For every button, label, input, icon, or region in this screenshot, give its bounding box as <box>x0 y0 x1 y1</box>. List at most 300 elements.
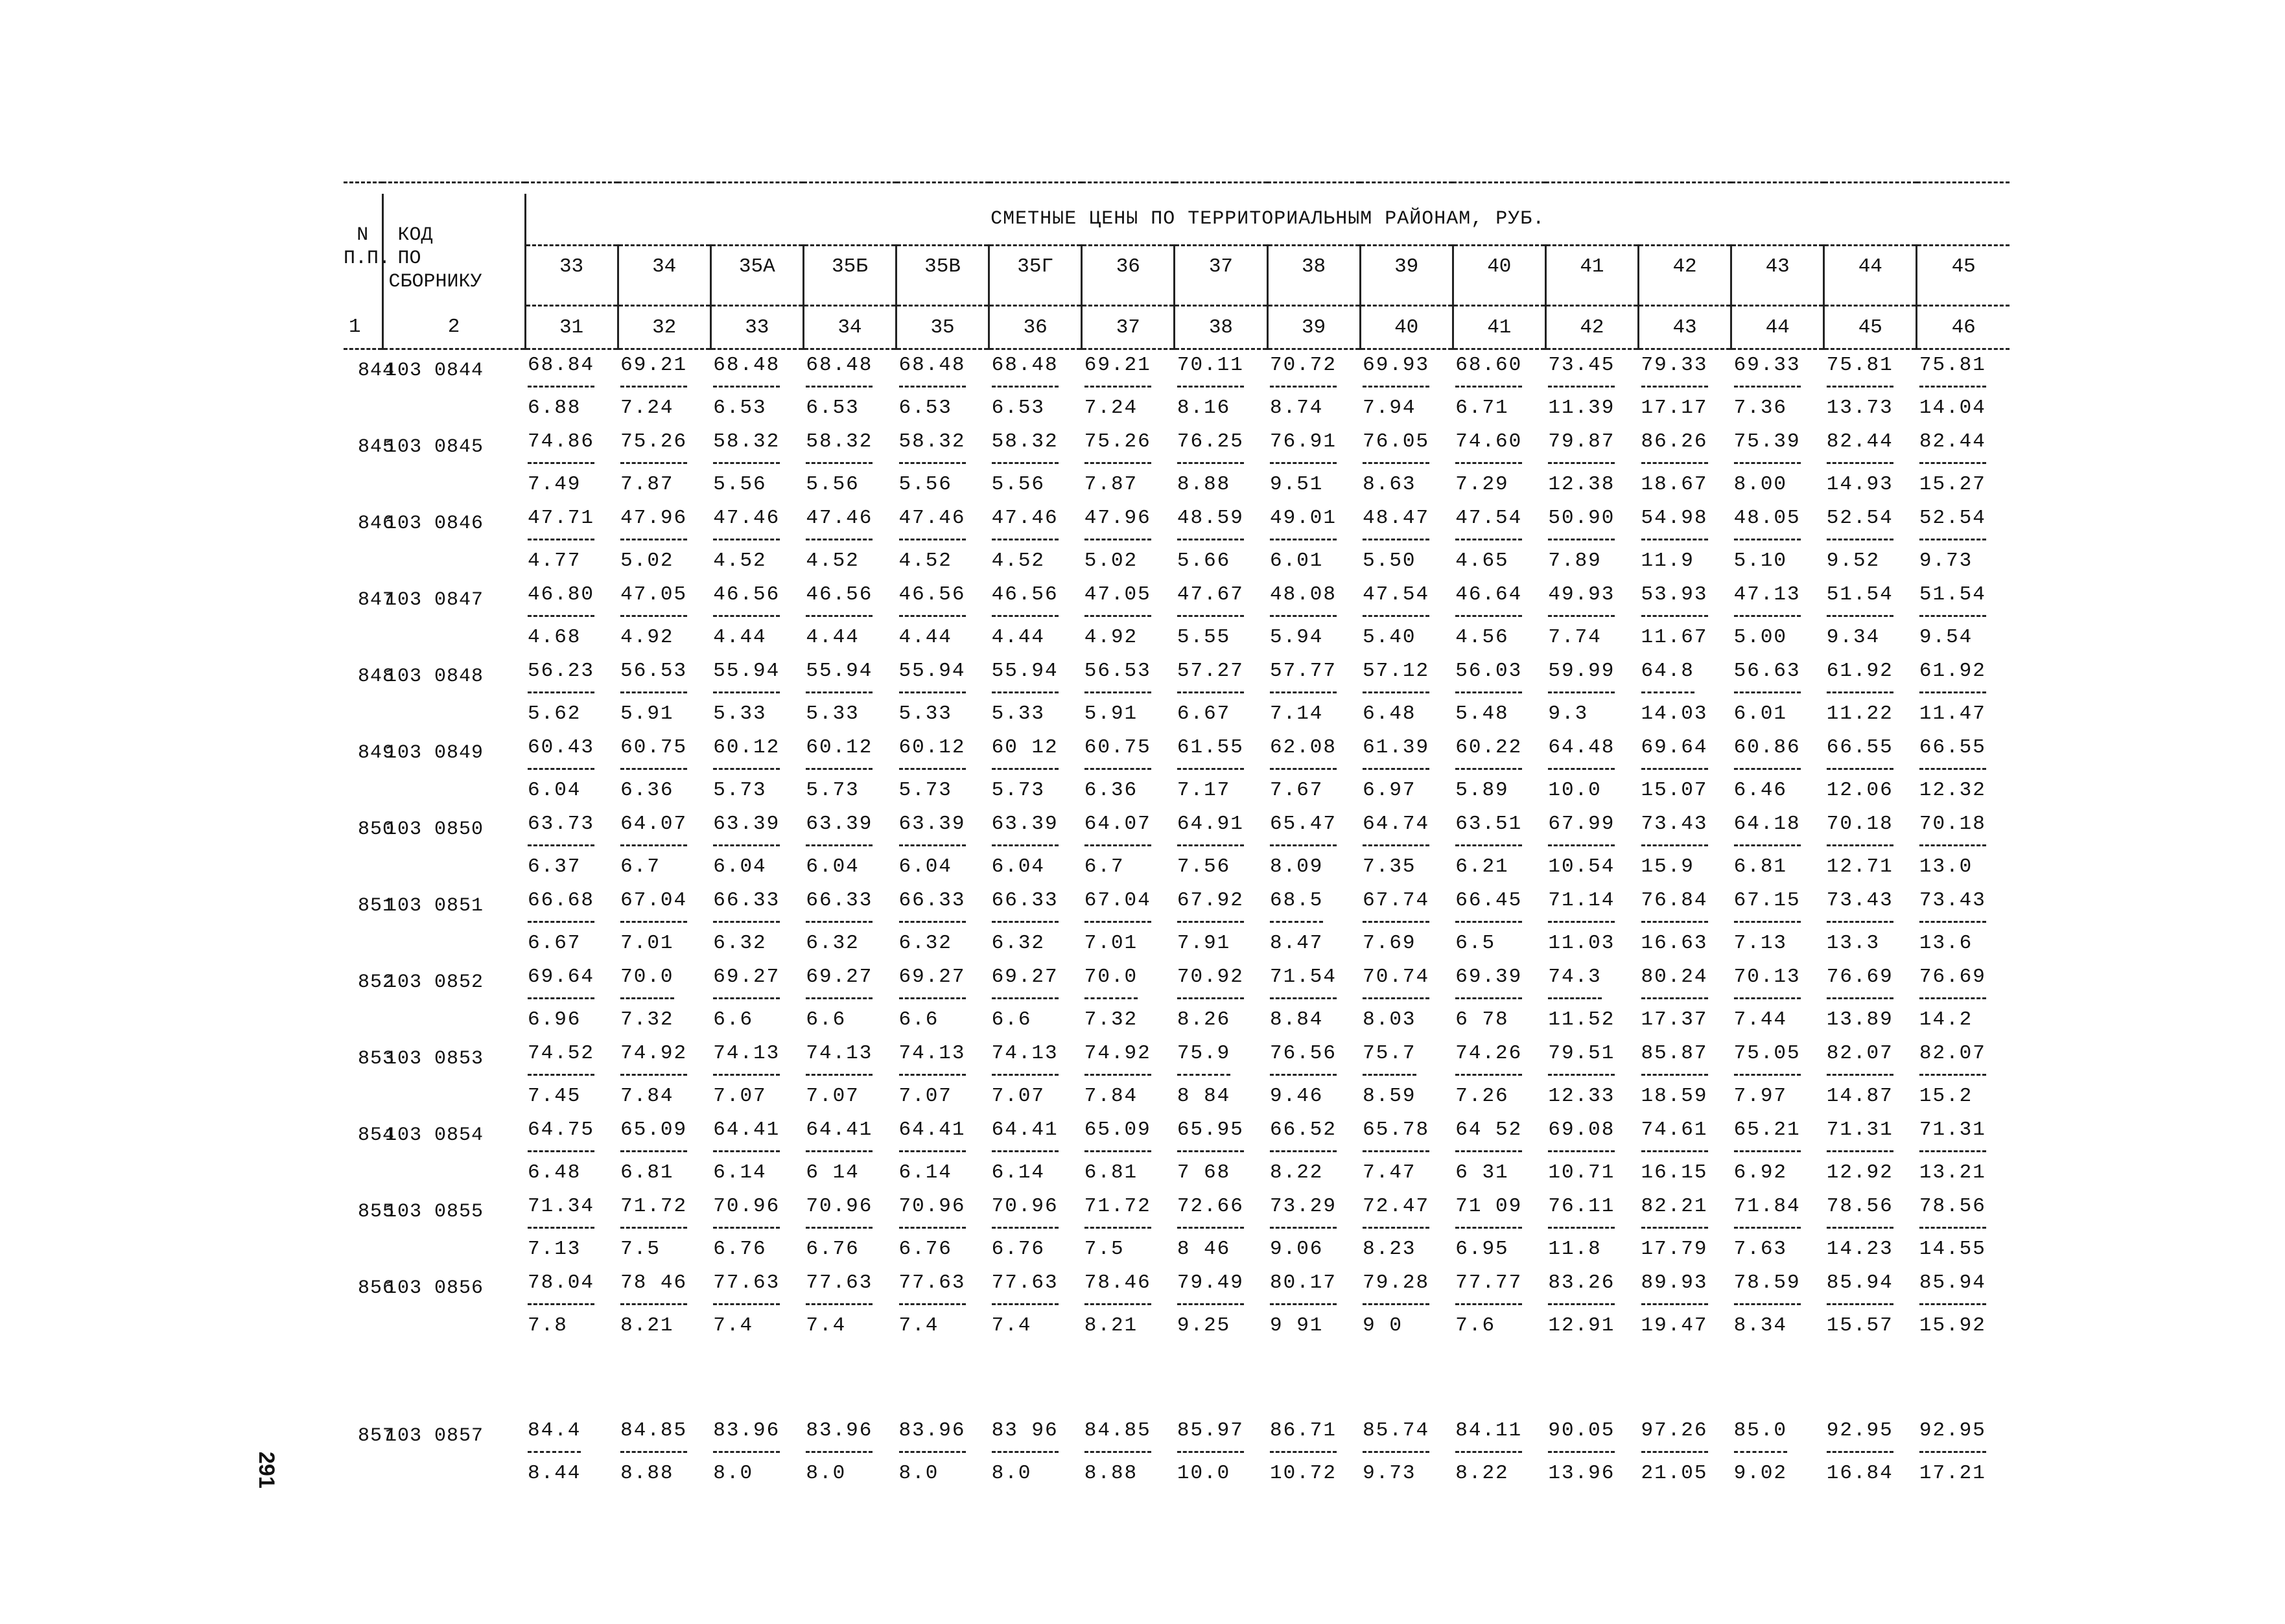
region-header: 35В <box>896 246 989 306</box>
price-cell <box>803 1268 896 1306</box>
wage-cell: 8.0 <box>991 1461 1032 1485</box>
price-cell <box>1545 1191 1638 1230</box>
wage-cell: 8.0 <box>713 1461 754 1485</box>
wage-cell: 9.73 <box>1363 1461 1416 1485</box>
wage-cell: 6.14 <box>898 1161 952 1184</box>
wage-cell: 4.52 <box>713 549 767 572</box>
estimated-price: 92.95 <box>1919 1419 1986 1453</box>
price-cell <box>896 1115 989 1154</box>
price-cell <box>1639 656 1731 695</box>
estimated-price: 82.07 <box>1919 1042 1986 1076</box>
region-header: 33 <box>525 246 618 306</box>
wage-cell: 7.63 <box>1733 1237 1788 1260</box>
price-cell <box>1917 426 2010 465</box>
estimated-price: 47.13 <box>1734 583 1801 617</box>
estimated-price: 75.26 <box>1084 430 1151 464</box>
region-header: 38 <box>1267 246 1360 306</box>
price-cell <box>1082 426 1175 465</box>
estimated-price: 64.91 <box>1177 813 1244 846</box>
estimated-price: 84.85 <box>620 1419 687 1453</box>
price-cell <box>1360 349 1453 389</box>
wage-cell: 21.05 <box>1641 1461 1708 1485</box>
price-cell <box>1639 579 1731 618</box>
wage-cell: 9.54 <box>1919 625 1973 649</box>
row-number: 844 <box>358 360 395 382</box>
header-code-label-3: СБОРНИКУ <box>388 271 482 293</box>
estimated-price: 66.33 <box>713 889 780 923</box>
price-cell <box>803 579 896 618</box>
wage-cell: 7.32 <box>620 1008 674 1031</box>
price-cell <box>525 656 618 695</box>
price-cell <box>1267 656 1360 695</box>
estimated-price: 92.95 <box>1827 1419 1893 1453</box>
price-cell <box>1453 809 1545 848</box>
price-cell <box>1917 885 2010 924</box>
price-cell <box>1639 885 1731 924</box>
wage-cell: 9.02 <box>1733 1461 1788 1485</box>
header-num-label-2: П.П. <box>344 248 391 270</box>
wage-cell: 14.03 <box>1641 702 1708 725</box>
estimated-price: 57.27 <box>1177 660 1244 693</box>
wage-cell: 8.0 <box>806 1461 847 1485</box>
estimated-price: 66.52 <box>1270 1119 1337 1152</box>
wage-cell: 5.33 <box>898 702 952 725</box>
estimated-price: 74.92 <box>620 1042 687 1076</box>
wage-cell: 5.73 <box>713 778 767 802</box>
row-code: 103 0846 <box>385 513 484 535</box>
wage-cell: 18.67 <box>1641 472 1708 496</box>
estimated-price: 60.12 <box>806 736 873 770</box>
estimated-price: 55.94 <box>713 660 780 693</box>
price-cell <box>1731 1115 1824 1154</box>
wage-cell: 8.47 <box>1270 931 1324 955</box>
column-number-row <box>344 306 2010 349</box>
price-table-wrapper <box>344 181 2010 1492</box>
empty-cell <box>344 389 382 426</box>
wage-cell: 7.87 <box>620 472 674 496</box>
estimated-price: 80.24 <box>1641 966 1708 999</box>
table-row <box>344 349 2010 389</box>
row-code: 103 0844 <box>385 360 484 382</box>
wage-cell: 17.79 <box>1641 1237 1708 1260</box>
price-cell <box>525 1115 618 1154</box>
estimated-price: 73.29 <box>1270 1195 1337 1229</box>
estimated-price: 61.55 <box>1177 736 1244 770</box>
estimated-price: 61.92 <box>1827 660 1893 693</box>
price-cell <box>1731 503 1824 542</box>
price-cell <box>710 962 803 1001</box>
wage-cell: 5.94 <box>1270 625 1324 649</box>
estimated-price: 65.09 <box>1084 1119 1151 1152</box>
wage-cell: 8.0 <box>898 1461 939 1485</box>
estimated-price: 76.91 <box>1270 430 1337 464</box>
wage-cell: 7.56 <box>1177 855 1231 878</box>
empty-cell <box>382 771 525 809</box>
estimated-price: 85.87 <box>1641 1042 1708 1076</box>
wage-cell: 10.54 <box>1548 855 1615 878</box>
price-cell <box>710 1268 803 1306</box>
price-cell <box>1731 349 1824 389</box>
estimated-price: 47.54 <box>1455 507 1522 540</box>
wage-cell: 6.32 <box>713 931 767 955</box>
wage-cell: 10.0 <box>1177 1461 1231 1485</box>
region-header: 36 <box>1082 246 1175 306</box>
price-cell <box>1453 1268 1545 1306</box>
price-cell <box>1360 962 1453 1001</box>
estimated-price: 56.03 <box>1455 660 1522 693</box>
price-cell <box>1360 732 1453 771</box>
price-cell <box>1731 885 1824 924</box>
price-cell <box>1360 1268 1453 1306</box>
price-cell <box>1824 732 1917 771</box>
wage-cell: 10.71 <box>1548 1161 1615 1184</box>
wage-cell: 5.62 <box>528 702 581 725</box>
estimated-price: 70.18 <box>1827 813 1893 846</box>
wage-cell: 4.68 <box>528 625 581 649</box>
wage-cell: 6.53 <box>806 396 860 419</box>
region-header: 40 <box>1453 246 1545 306</box>
wage-cell: 6.04 <box>991 855 1046 878</box>
estimated-price: 77.63 <box>806 1271 873 1305</box>
empty-cell <box>382 389 525 426</box>
price-cell <box>1824 1115 1917 1154</box>
table-row <box>344 885 2010 924</box>
estimated-price: 48.05 <box>1734 507 1801 540</box>
wage-cell: 9.46 <box>1270 1084 1324 1108</box>
price-cell <box>803 1038 896 1077</box>
price-cell <box>1545 656 1638 695</box>
row-code: 103 0848 <box>385 666 484 688</box>
header-code-column <box>382 194 525 306</box>
wage-cell: 8.34 <box>1733 1314 1788 1337</box>
price-cell <box>803 885 896 924</box>
wage-cell: 7.69 <box>1363 931 1416 955</box>
wage-cell: 14.04 <box>1919 396 1986 419</box>
wage-cell: 5.91 <box>620 702 674 725</box>
price-cell <box>710 579 803 618</box>
price-cell <box>1175 1268 1267 1306</box>
estimated-price: 75.81 <box>1919 354 1986 388</box>
wage-cell: 8.23 <box>1363 1237 1416 1260</box>
wage-cell: 8.88 <box>1177 472 1231 496</box>
price-cell <box>989 1415 1082 1454</box>
wage-cell: 5.02 <box>1084 549 1138 572</box>
table-row-secondary <box>344 542 2010 579</box>
price-cell <box>1360 503 1453 542</box>
wage-cell: 11.52 <box>1548 1008 1615 1031</box>
estimated-price: 74.26 <box>1455 1042 1522 1076</box>
wage-cell: 7.35 <box>1363 855 1416 878</box>
wage-cell: 7.47 <box>1363 1161 1416 1184</box>
estimated-price: 74.13 <box>992 1042 1059 1076</box>
wage-cell: 4.44 <box>713 625 767 649</box>
estimated-price: 70.72 <box>1270 354 1337 388</box>
wage-cell: 8.63 <box>1363 472 1416 496</box>
estimated-price: 85.97 <box>1177 1419 1244 1453</box>
wage-cell: 6.95 <box>1455 1237 1509 1260</box>
region-header: 39 <box>1360 246 1453 306</box>
estimated-price: 83.26 <box>1548 1271 1615 1305</box>
wage-cell: 12.32 <box>1919 778 1986 802</box>
estimated-price: 58.32 <box>899 430 966 464</box>
table-row-secondary <box>344 1454 2010 1492</box>
wage-cell: 6.01 <box>1270 549 1324 572</box>
price-cell <box>1824 962 1917 1001</box>
column-number: 42 <box>1545 306 1638 349</box>
estimated-price: 70.18 <box>1919 813 1986 846</box>
wage-cell: 15.92 <box>1919 1314 1986 1337</box>
price-cell <box>525 1415 618 1454</box>
estimated-price: 47.96 <box>620 507 687 540</box>
table-row-secondary <box>344 695 2010 732</box>
wage-cell: 4.52 <box>806 549 860 572</box>
wage-cell: 14.93 <box>1826 472 1893 496</box>
wage-cell: 6.97 <box>1363 778 1416 802</box>
wage-cell: 7.6 <box>1455 1314 1496 1337</box>
price-cell <box>618 656 710 695</box>
estimated-price: 60.22 <box>1455 736 1522 770</box>
price-cell <box>618 809 710 848</box>
wage-cell: 6.53 <box>991 396 1046 419</box>
wage-cell: 6.6 <box>806 1008 847 1031</box>
estimated-price: 64.41 <box>992 1119 1059 1152</box>
wage-cell: 13.0 <box>1919 855 1973 878</box>
wage-cell: 6.92 <box>1733 1161 1788 1184</box>
row-number: 855 <box>358 1201 395 1223</box>
estimated-price: 78.56 <box>1827 1195 1893 1229</box>
wage-cell: 8.22 <box>1270 1161 1324 1184</box>
price-cell <box>618 962 710 1001</box>
estimated-price: 74.13 <box>899 1042 966 1076</box>
wage-cell: 7.26 <box>1455 1084 1509 1108</box>
estimated-price: 70.92 <box>1177 966 1244 999</box>
estimated-price: 76.11 <box>1548 1195 1615 1229</box>
wage-cell: 13.89 <box>1826 1008 1893 1031</box>
estimated-price: 67.04 <box>1084 889 1151 923</box>
estimated-price: 60.12 <box>899 736 966 770</box>
price-cell <box>896 1415 989 1454</box>
estimated-price: 67.92 <box>1177 889 1244 923</box>
table-row-secondary <box>344 389 2010 426</box>
row-number: 851 <box>358 895 395 917</box>
wage-cell: 7 68 <box>1177 1161 1231 1184</box>
price-cell <box>989 1038 1082 1077</box>
row-code: 103 0857 <box>385 1425 484 1447</box>
estimated-price: 52.54 <box>1827 507 1893 540</box>
empty-cell <box>382 924 525 962</box>
estimated-price: 78.46 <box>1084 1271 1151 1305</box>
price-cell <box>618 503 710 542</box>
wage-cell: 11.22 <box>1826 702 1893 725</box>
price-cell <box>896 809 989 848</box>
empty-cell <box>382 1454 525 1492</box>
price-cell <box>1175 732 1267 771</box>
table-row <box>344 656 2010 695</box>
row-number: 849 <box>358 742 395 764</box>
price-cell <box>1731 732 1824 771</box>
row-number: 852 <box>358 971 395 993</box>
estimated-price: 69.21 <box>1084 354 1151 388</box>
wage-cell: 15.2 <box>1919 1084 1973 1108</box>
table-row-secondary <box>344 1001 2010 1038</box>
price-cell <box>1917 656 2010 695</box>
region-header: 34 <box>618 246 710 306</box>
wage-cell: 9.52 <box>1826 549 1881 572</box>
row-number: 845 <box>358 436 395 458</box>
wage-cell: 7.4 <box>991 1314 1032 1337</box>
estimated-price: 48.08 <box>1270 583 1337 617</box>
price-cell <box>803 349 896 389</box>
price-cell <box>525 1038 618 1077</box>
header-top-rule <box>344 183 2010 194</box>
price-cell <box>896 885 989 924</box>
price-cell <box>618 426 710 465</box>
price-cell <box>1545 1415 1638 1454</box>
wage-cell: 6.53 <box>898 396 952 419</box>
wage-cell: 7.07 <box>713 1084 767 1108</box>
estimated-price: 86.71 <box>1270 1419 1337 1453</box>
wage-cell: 6.67 <box>528 931 581 955</box>
column-number: 36 <box>989 306 1082 349</box>
wage-cell: 14.23 <box>1826 1237 1893 1260</box>
estimated-price: 58.32 <box>992 430 1059 464</box>
price-cell <box>1453 503 1545 542</box>
estimated-price: 48.47 <box>1363 507 1429 540</box>
price-cell <box>989 426 1082 465</box>
empty-cell <box>382 618 525 656</box>
region-header: 42 <box>1639 246 1731 306</box>
estimated-price: 75.39 <box>1734 430 1801 464</box>
price-cell <box>1360 1191 1453 1230</box>
wage-cell: 7.91 <box>1177 931 1231 955</box>
price-cell <box>803 656 896 695</box>
wage-cell: 16.63 <box>1641 931 1708 955</box>
estimated-price: 83.96 <box>806 1419 873 1453</box>
price-cell <box>1082 809 1175 848</box>
price-cell <box>1267 809 1360 848</box>
price-cell <box>1360 579 1453 618</box>
estimated-price: 47.71 <box>528 507 594 540</box>
wage-cell: 6.04 <box>898 855 952 878</box>
price-cell <box>710 656 803 695</box>
price-table <box>344 181 2010 1492</box>
column-number: 45 <box>1824 306 1917 349</box>
price-cell <box>1545 349 1638 389</box>
estimated-price: 70.13 <box>1734 966 1801 999</box>
price-cell <box>1917 1191 2010 1230</box>
wage-cell: 4.52 <box>991 549 1046 572</box>
estimated-price: 85.0 <box>1734 1419 1787 1453</box>
price-cell <box>525 885 618 924</box>
estimated-price: 76.05 <box>1363 430 1429 464</box>
row-code: 103 0847 <box>385 589 484 611</box>
estimated-price: 69.27 <box>899 966 966 999</box>
estimated-price: 77.63 <box>992 1271 1059 1305</box>
wage-cell: 5.02 <box>620 549 674 572</box>
price-cell <box>896 1191 989 1230</box>
wage-cell: 5.33 <box>713 702 767 725</box>
estimated-price: 66.33 <box>899 889 966 923</box>
wage-cell: 8.21 <box>1084 1314 1138 1337</box>
row-code: 103 0850 <box>385 818 484 841</box>
wage-cell: 8.84 <box>1270 1008 1324 1031</box>
region-header: 45 <box>1917 246 2010 306</box>
wage-cell: 5.73 <box>991 778 1046 802</box>
row-number: 856 <box>358 1277 395 1299</box>
price-cell <box>1545 809 1638 848</box>
price-cell <box>1175 1115 1267 1154</box>
price-cell <box>989 503 1082 542</box>
estimated-price: 74.61 <box>1641 1119 1708 1152</box>
wage-cell: 6.88 <box>528 396 581 419</box>
price-cell <box>896 579 989 618</box>
price-cell <box>1639 962 1731 1001</box>
region-header: 35Г <box>989 246 1082 306</box>
estimated-price: 69.21 <box>620 354 687 388</box>
estimated-price: 77.63 <box>899 1271 966 1305</box>
estimated-price: 64.41 <box>806 1119 873 1152</box>
estimated-price: 76.69 <box>1827 966 1893 999</box>
price-cell <box>1824 656 1917 695</box>
wage-cell: 6.76 <box>898 1237 952 1260</box>
table-row <box>344 1268 2010 1306</box>
estimated-price: 67.15 <box>1734 889 1801 923</box>
wage-cell: 6.67 <box>1177 702 1231 725</box>
estimated-price: 63.39 <box>806 813 873 846</box>
price-cell <box>1917 962 2010 1001</box>
price-cell <box>710 1415 803 1454</box>
estimated-price: 52.54 <box>1919 507 1986 540</box>
estimated-price: 70.96 <box>713 1195 780 1229</box>
price-cell <box>1267 885 1360 924</box>
wage-cell: 9.73 <box>1919 549 1973 572</box>
estimated-price: 79.33 <box>1641 354 1708 388</box>
price-cell <box>618 1415 710 1454</box>
table-row-secondary <box>344 1077 2010 1115</box>
wage-cell: 6.6 <box>713 1008 754 1031</box>
estimated-price: 85.74 <box>1363 1419 1429 1453</box>
region-header: 37 <box>1175 246 1267 306</box>
price-cell <box>1267 962 1360 1001</box>
estimated-price: 47.05 <box>620 583 687 617</box>
wage-cell: 6.76 <box>991 1237 1046 1260</box>
price-cell <box>1917 809 2010 848</box>
empty-cell <box>382 1001 525 1038</box>
estimated-price: 86.26 <box>1641 430 1708 464</box>
region-header: 35А <box>710 246 803 306</box>
wage-cell: 6.48 <box>528 1161 581 1184</box>
price-cell <box>1175 1415 1267 1454</box>
price-cell <box>525 426 618 465</box>
price-cell <box>896 426 989 465</box>
price-cell <box>1639 809 1731 848</box>
wage-cell: 6 31 <box>1455 1161 1509 1184</box>
estimated-price: 79.49 <box>1177 1271 1244 1305</box>
wage-cell: 5.33 <box>806 702 860 725</box>
wage-cell: 4.44 <box>806 625 860 649</box>
wage-cell: 9 91 <box>1270 1314 1324 1337</box>
header-title: СМЕТНЫЕ ЦЕНЫ ПО ТЕРРИТОРИАЛЬНЫМ РАЙОНАМ, РУБ. <box>525 194 2010 246</box>
price-cell <box>1824 1268 1917 1306</box>
estimated-price: 72.47 <box>1363 1195 1429 1229</box>
row-number: 848 <box>358 666 395 688</box>
empty-cell <box>344 771 382 809</box>
estimated-price: 46.80 <box>528 583 594 617</box>
column-number: 33 <box>710 306 803 349</box>
row-number: 854 <box>358 1124 395 1146</box>
estimated-price: 56.53 <box>620 660 687 693</box>
wage-cell: 6.04 <box>528 778 581 802</box>
